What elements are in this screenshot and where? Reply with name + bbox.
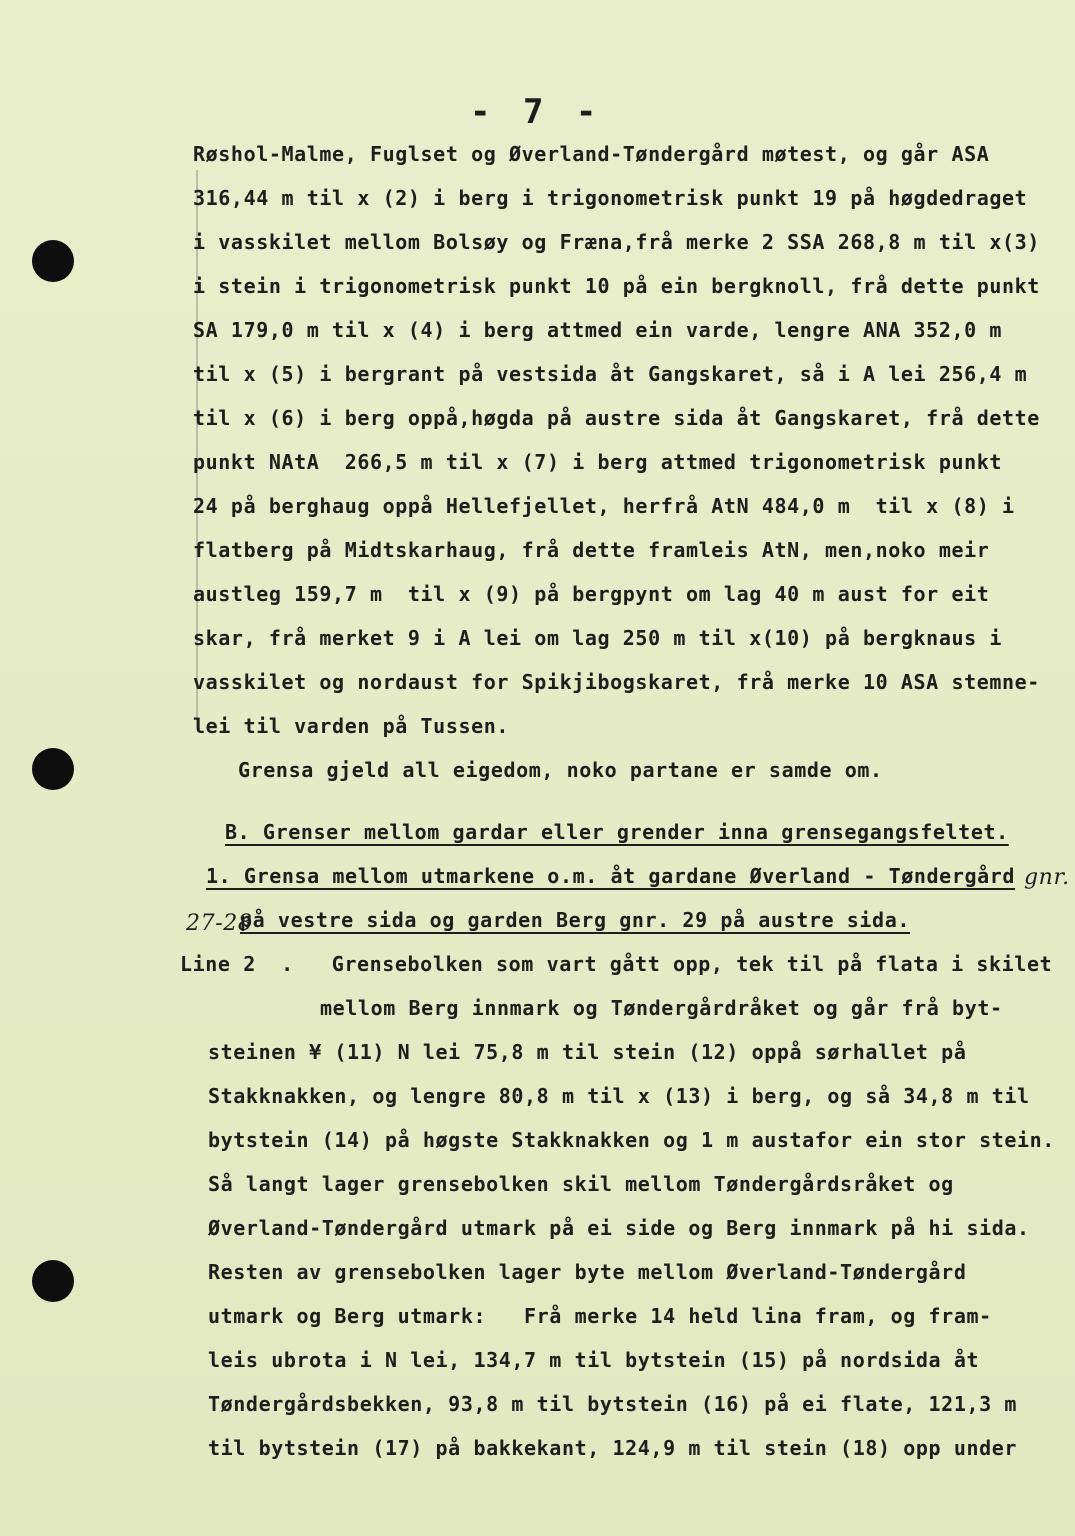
text-line: bytstein (14) på høgste Stakknakken og 1 m austafor ein stor stein. (208, 1128, 1055, 1152)
text-line: Øverland-Tøndergård utmark på ei side og Berg innmark på hi sida. (208, 1216, 1030, 1240)
text-line: utmark og Berg utmark: Frå merke 14 held lina fram, og fram- (208, 1304, 992, 1328)
punch-hole-middle (32, 748, 74, 790)
text-line: 24 på berghaug oppå Hellefjellet, herfrå AtN 484,0 m til x (8) i (193, 494, 1015, 518)
text-line: SA 179,0 m til x (4) i berg attmed ein varde, lengre ANA 352,0 m (193, 318, 1003, 342)
handwritten-note: gnr. (1024, 865, 1070, 890)
handwritten-note: 27-28 (186, 911, 253, 936)
punch-hole-bottom (32, 1260, 74, 1302)
text-line: til x (5) i bergrant på vestsida åt Gangskaret, så i A lei 256,4 m (193, 362, 1028, 386)
text-line: Line 2 . Grensebolken som vart gått opp, tek til på flata i skilet (180, 952, 1053, 976)
text-line: Resten av grensebolken lager byte mellom Øverland-Tøndergård (208, 1260, 967, 1284)
text-line: mellom Berg innmark og Tøndergårdråket og går frå byt- (320, 996, 1003, 1020)
text-line: punkt NAtA 266,5 m til x (7) i berg attmed trigonometrisk punkt (193, 450, 1003, 474)
text-line: leis ubrota i N lei, 134,7 m til bytstein (15) på nordsida åt (208, 1348, 980, 1372)
text-line: Så langt lager grensebolken skil mellom Tøndergårdsråket og (208, 1172, 954, 1196)
text-line: vasskilet og nordaust for Spikjibogskaret, frå merke 10 ASA stemne- (193, 670, 1040, 694)
punch-hole-top (32, 240, 74, 282)
text-line: lei til varden på Tussen. (193, 714, 510, 738)
text-line: på vestre sida og garden Berg gnr. 29 på austre sida. (240, 908, 910, 932)
text-line: til bytstein (17) på bakkekant, 124,9 m til stein (18) opp under (208, 1436, 1018, 1460)
text-line: Tøndergårdsbekken, 93,8 m til bytstein (16) på ei flate, 121,3 m (208, 1392, 1018, 1416)
page-number: - 7 - (470, 92, 603, 132)
text-line: 316,44 m til x (2) i berg i trigonometrisk punkt 19 på høgdedraget (193, 186, 1028, 210)
text-line: flatberg på Midtskarhaug, frå dette framleis AtN, men,noko meir (193, 538, 990, 562)
text-line: i stein i trigonometrisk punkt 10 på ein bergknoll, frå dette punkt (193, 274, 1040, 298)
text-line: Stakknakken, og lengre 80,8 m til x (13) i berg, og så 34,8 m til (208, 1084, 1030, 1108)
text-line: austleg 159,7 m til x (9) på bergpynt om lag 40 m aust for eit (193, 582, 990, 606)
text-line: til x (6) i berg oppå,høgda på austre sida åt Gangskaret, frå dette (193, 406, 1040, 430)
text-line: i vasskilet mellom Bolsøy og Fræna,frå merke 2 SSA 268,8 m til x(3) (193, 230, 1040, 254)
text-line: skar, frå merket 9 i A lei om lag 250 m til x(10) på bergknaus i (193, 626, 1003, 650)
text-line: Grensa gjeld all eigedom, noko partane er samde om. (238, 758, 883, 782)
text-line: B. Grenser mellom gardar eller grender inna grensegangsfeltet. (225, 820, 1009, 844)
text-line: steinen ¥ (11) N lei 75,8 m til stein (12) oppå sørhallet på (208, 1040, 967, 1064)
text-line: Røshol-Malme, Fuglset og Øverland-Tøndergård møtest, og går ASA (193, 142, 990, 166)
text-line: 1. Grensa mellom utmarkene o.m. åt gardane Øverland - Tøndergård (206, 864, 1016, 888)
